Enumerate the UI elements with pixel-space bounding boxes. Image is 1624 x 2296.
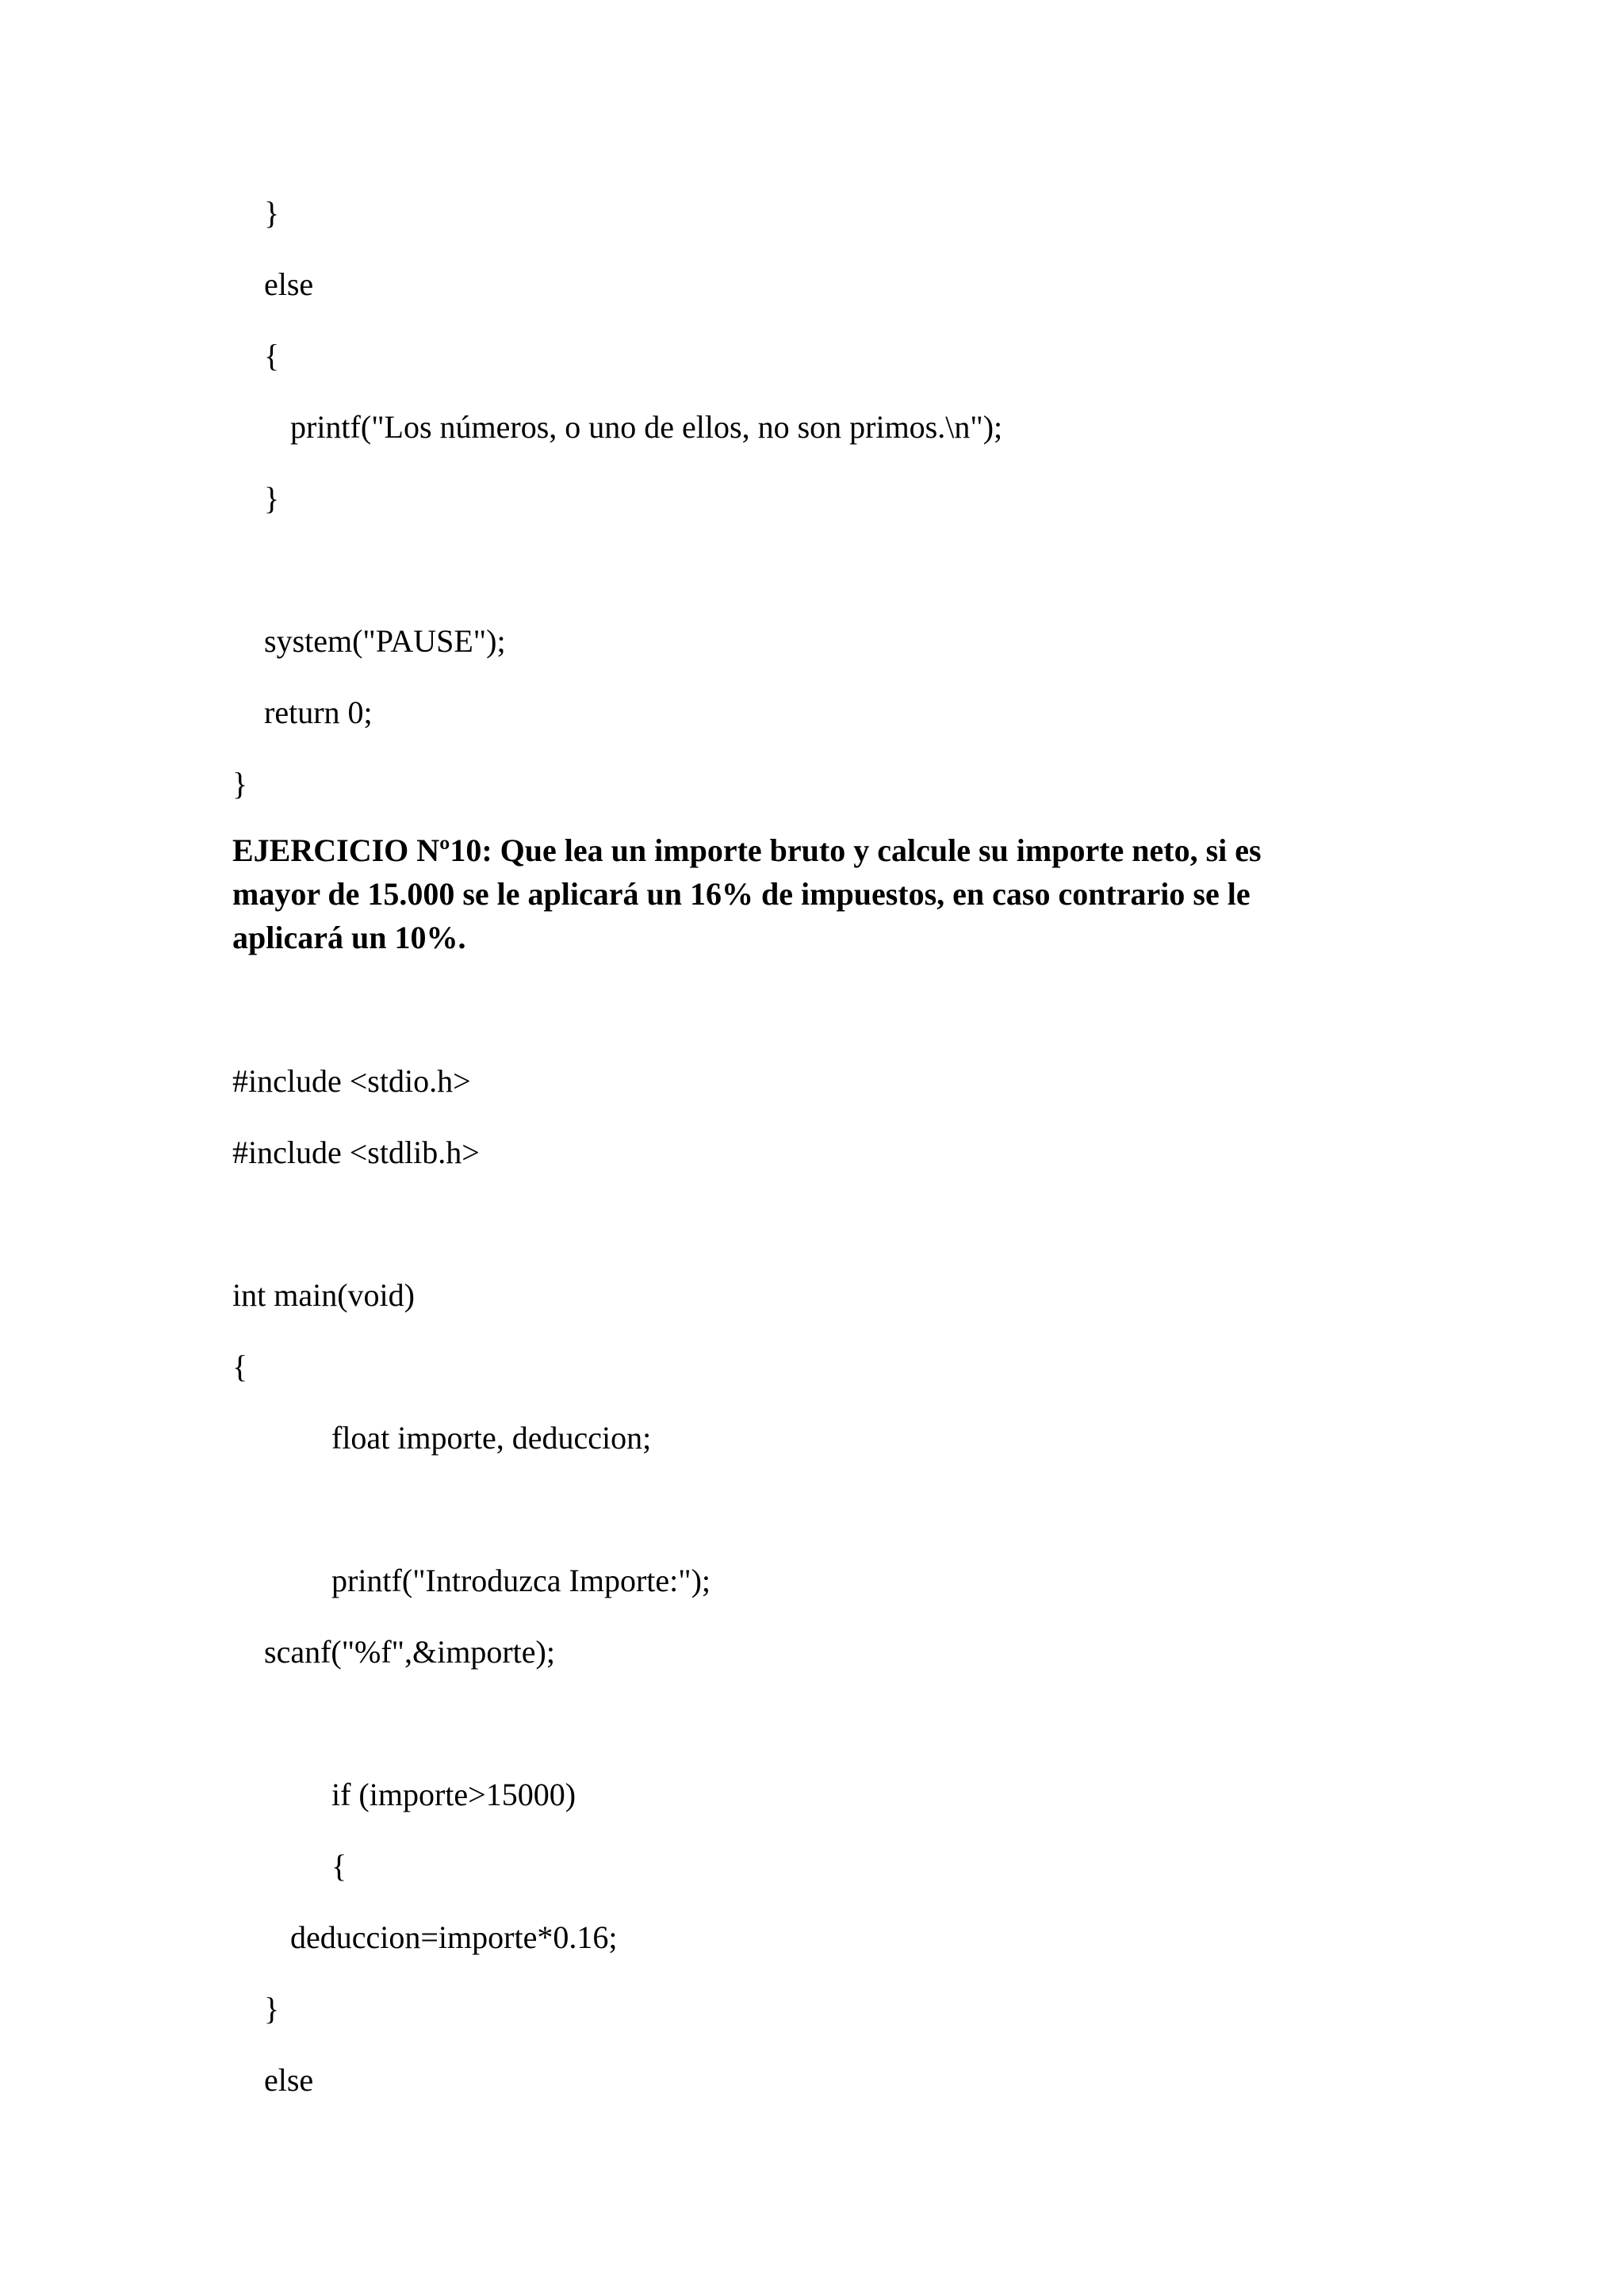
code-line-deduccion: deduccion=importe*0.16; [290, 1919, 618, 1955]
code-line-open-brace: { [264, 338, 280, 373]
code-line-include-stdio: #include <stdio.h> [232, 1063, 471, 1099]
code-line-main-signature: int main(void) [232, 1277, 415, 1313]
code-line-return: return 0; [264, 695, 373, 730]
code-line-system-pause: system("PAUSE"); [264, 623, 506, 659]
code-line-printf-prompt: printf("Introduzca Importe:"); [331, 1563, 711, 1598]
code-line-declaration: float importe, deduccion; [331, 1420, 652, 1456]
code-line-else: else [264, 266, 314, 302]
code-line-if-close-brace: } [264, 1991, 280, 2026]
code-line-close-brace: } [264, 480, 280, 516]
code-line-if: if (importe>15000) [331, 1777, 576, 1812]
code-line-main-open-brace: { [232, 1349, 248, 1384]
code-line-main-close-brace: } [232, 766, 248, 802]
code-line-close-brace: } [264, 195, 280, 231]
code-line-if-open-brace: { [331, 1848, 347, 1884]
code-line-else: else [264, 2062, 314, 2098]
code-line-printf-primos: printf("Los números, o uno de ellos, no son primos.\n"); [290, 409, 1003, 445]
code-line-scanf: scanf("%f",&importe); [264, 1634, 555, 1670]
exercise-heading: EJERCICIO Nº10: Que lea un importe bruto y calcule su importe neto, si es mayor de 15.000 se le aplicará un 16% de impuestos, en caso contrario se le aplicará un 10%. [232, 832, 1262, 955]
code-line-include-stdlib: #include <stdlib.h> [232, 1135, 480, 1170]
